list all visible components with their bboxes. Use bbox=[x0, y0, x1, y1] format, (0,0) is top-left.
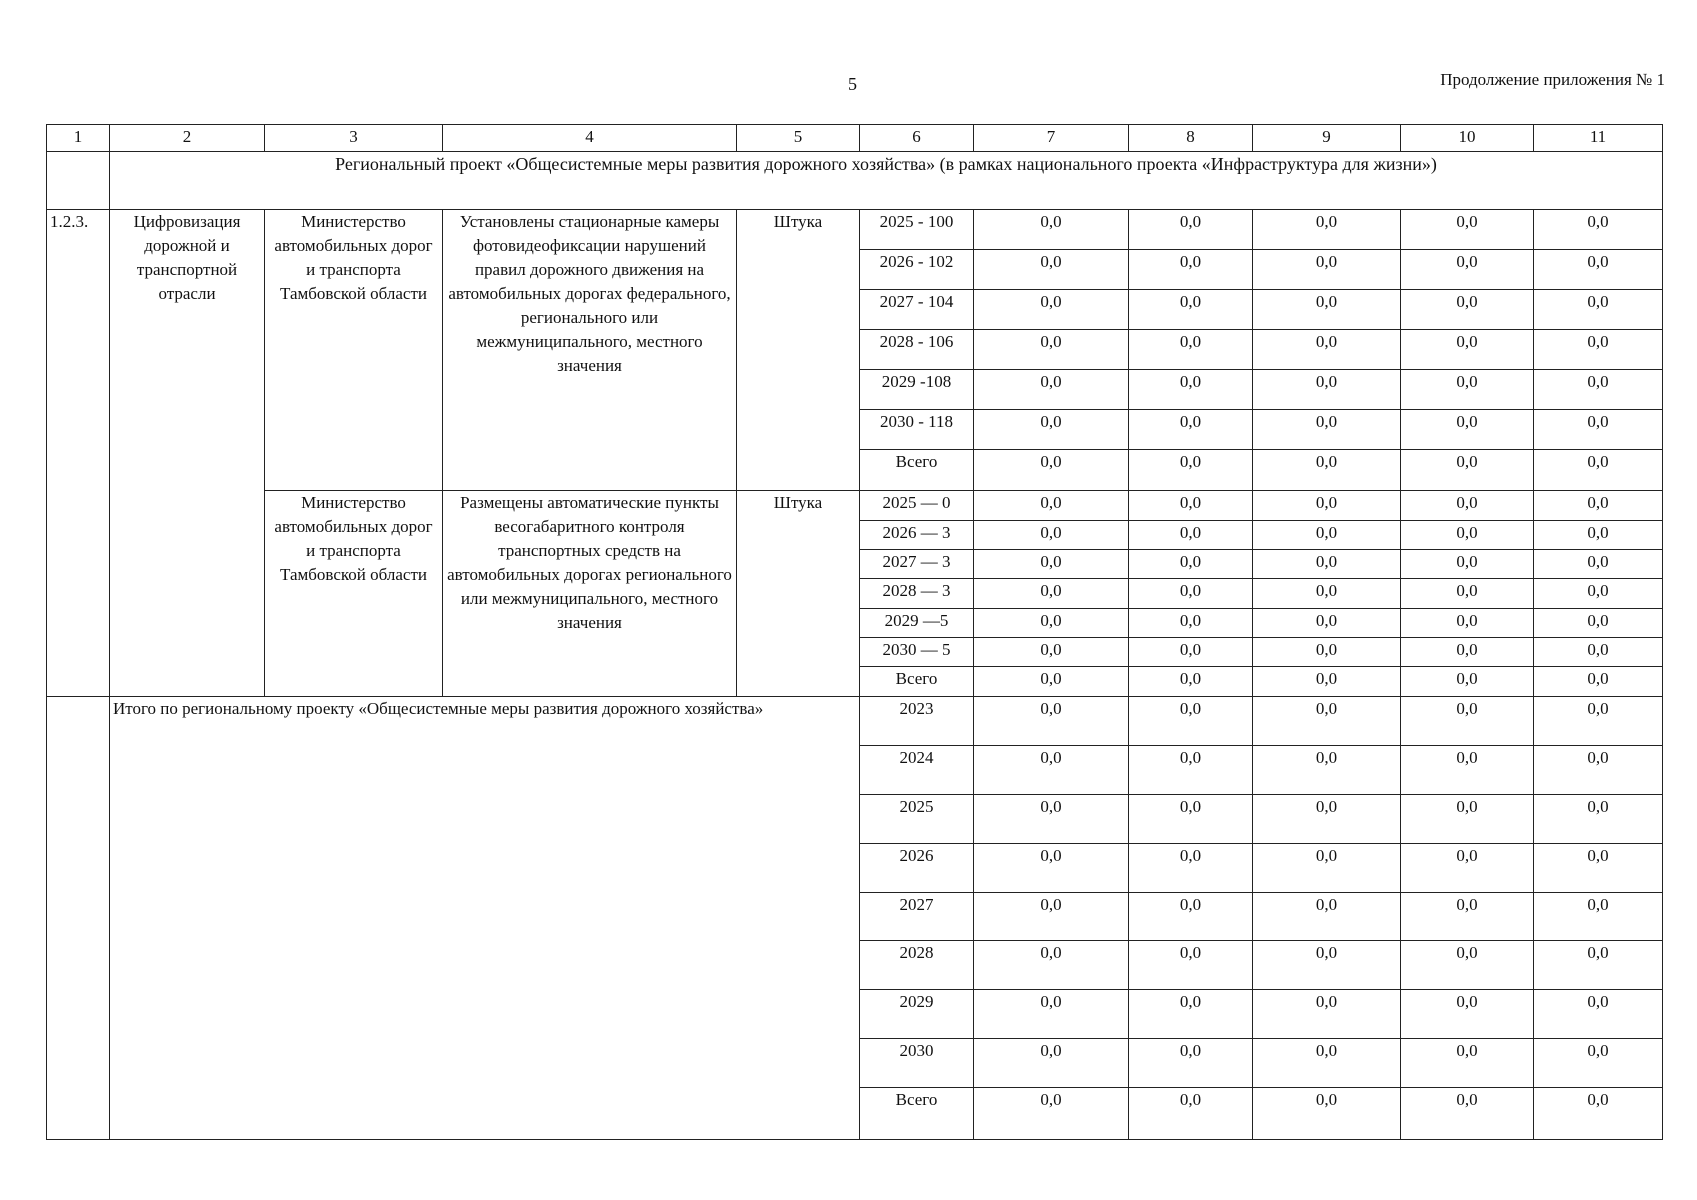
total-label: Итого по региональному проекту «Общесистемные меры развития дорожного хозяйства» bbox=[110, 697, 860, 1140]
year-value: 2025 - 100 bbox=[860, 209, 974, 249]
value-cell: 0,0 bbox=[1401, 249, 1534, 289]
value-cell: 0,0 bbox=[1253, 608, 1401, 637]
value-cell: 0,0 bbox=[974, 549, 1129, 578]
value-cell: 0,0 bbox=[1534, 1038, 1663, 1087]
year-value: Всего bbox=[860, 450, 974, 491]
value-cell: 0,0 bbox=[1253, 697, 1401, 746]
value-cell: 0,0 bbox=[1401, 491, 1534, 520]
value-cell: 0,0 bbox=[1401, 1087, 1534, 1139]
value-cell: 0,0 bbox=[974, 697, 1129, 746]
value-cell: 0,0 bbox=[1534, 637, 1663, 666]
value-cell: 0,0 bbox=[1129, 491, 1253, 520]
value-cell: 0,0 bbox=[1534, 209, 1663, 249]
value-cell: 0,0 bbox=[1401, 608, 1534, 637]
value-cell: 0,0 bbox=[1129, 549, 1253, 578]
value-cell: 0,0 bbox=[1534, 289, 1663, 329]
value-cell: 0,0 bbox=[974, 843, 1129, 892]
value-cell: 0,0 bbox=[1534, 1087, 1663, 1139]
value-cell: 0,0 bbox=[1253, 1087, 1401, 1139]
value-cell: 0,0 bbox=[1534, 410, 1663, 450]
value-cell: 0,0 bbox=[1253, 329, 1401, 369]
value-cell: 0,0 bbox=[1129, 941, 1253, 990]
value-cell: 0,0 bbox=[974, 209, 1129, 249]
year-value: 2026 — 3 bbox=[860, 520, 974, 549]
value-cell: 0,0 bbox=[1129, 892, 1253, 941]
empty-cell bbox=[47, 152, 110, 209]
result-description: Установлены стационарные камеры фотовидеофиксации нарушений правил дорожного движения на автомобильных дорогах федерального, регионального или межмуниципального, местного значения bbox=[443, 209, 737, 491]
value-cell: 0,0 bbox=[974, 370, 1129, 410]
value-cell: 0,0 bbox=[1253, 209, 1401, 249]
value-cell: 0,0 bbox=[1534, 329, 1663, 369]
value-cell: 0,0 bbox=[974, 579, 1129, 608]
value-cell: 0,0 bbox=[974, 608, 1129, 637]
value-cell: 0,0 bbox=[974, 746, 1129, 795]
value-cell: 0,0 bbox=[1401, 990, 1534, 1039]
value-cell: 0,0 bbox=[1534, 249, 1663, 289]
value-cell: 0,0 bbox=[974, 941, 1129, 990]
year-value: 2030 bbox=[860, 1038, 974, 1087]
column-header: 2 bbox=[110, 125, 265, 152]
column-header: 7 bbox=[974, 125, 1129, 152]
value-cell: 0,0 bbox=[1401, 370, 1534, 410]
project-title-row bbox=[47, 152, 1663, 209]
value-cell: 0,0 bbox=[974, 990, 1129, 1039]
value-cell: 0,0 bbox=[1253, 289, 1401, 329]
value-cell: 0,0 bbox=[1401, 329, 1534, 369]
year-value: 2030 - 118 bbox=[860, 410, 974, 450]
value-cell: 0,0 bbox=[974, 667, 1129, 697]
value-cell: 0,0 bbox=[1401, 637, 1534, 666]
value-cell: 0,0 bbox=[1401, 520, 1534, 549]
value-cell: 0,0 bbox=[1253, 892, 1401, 941]
value-cell: 0,0 bbox=[1401, 579, 1534, 608]
value-cell: 0,0 bbox=[1129, 1038, 1253, 1087]
unit: Штука bbox=[737, 209, 860, 491]
value-cell: 0,0 bbox=[1401, 450, 1534, 491]
executor: Министерство автомобильных дорог и транспорта Тамбовской области bbox=[265, 209, 443, 491]
value-cell: 0,0 bbox=[1534, 667, 1663, 697]
value-cell: 0,0 bbox=[1534, 370, 1663, 410]
measure-name: Цифровизация дорожной и транспортной отрасли bbox=[110, 209, 265, 697]
value-cell: 0,0 bbox=[1534, 697, 1663, 746]
year-value: 2028 bbox=[860, 941, 974, 990]
unit: Штука bbox=[737, 491, 860, 697]
value-cell: 0,0 bbox=[1401, 667, 1534, 697]
value-cell: 0,0 bbox=[1534, 520, 1663, 549]
value-cell: 0,0 bbox=[1401, 549, 1534, 578]
value-cell: 0,0 bbox=[1253, 1038, 1401, 1087]
value-cell: 0,0 bbox=[1253, 746, 1401, 795]
value-cell: 0,0 bbox=[1129, 520, 1253, 549]
value-cell: 0,0 bbox=[974, 794, 1129, 843]
value-cell: 0,0 bbox=[974, 892, 1129, 941]
value-cell: 0,0 bbox=[1534, 549, 1663, 578]
value-cell: 0,0 bbox=[974, 637, 1129, 666]
value-cell: 0,0 bbox=[1253, 549, 1401, 578]
value-cell: 0,0 bbox=[974, 1038, 1129, 1087]
year-value: 2029 bbox=[860, 990, 974, 1039]
value-cell: 0,0 bbox=[1253, 637, 1401, 666]
value-cell: 0,0 bbox=[974, 520, 1129, 549]
column-header: 11 bbox=[1534, 125, 1663, 152]
column-header: 10 bbox=[1401, 125, 1534, 152]
value-cell: 0,0 bbox=[974, 450, 1129, 491]
year-value: 2029 -108 bbox=[860, 370, 974, 410]
year-value: 2026 bbox=[860, 843, 974, 892]
year-value: 2027 bbox=[860, 892, 974, 941]
value-cell: 0,0 bbox=[1129, 990, 1253, 1039]
year-value: 2029 —5 bbox=[860, 608, 974, 637]
value-cell: 0,0 bbox=[1129, 1087, 1253, 1139]
value-cell: 0,0 bbox=[1253, 667, 1401, 697]
value-cell: 0,0 bbox=[1253, 249, 1401, 289]
value-cell: 0,0 bbox=[1534, 450, 1663, 491]
project-title: Региональный проект «Общесистемные меры развития дорожного хозяйства» (в рамках национального проекта «Инфраструктура для жизни») bbox=[110, 152, 1663, 209]
value-cell: 0,0 bbox=[1401, 209, 1534, 249]
value-cell: 0,0 bbox=[1129, 843, 1253, 892]
page-number: 5 bbox=[848, 74, 857, 94]
year-value: 2027 - 104 bbox=[860, 289, 974, 329]
column-header: 6 bbox=[860, 125, 974, 152]
year-value: 2028 — 3 bbox=[860, 579, 974, 608]
value-cell: 0,0 bbox=[1401, 892, 1534, 941]
value-cell: 0,0 bbox=[1129, 579, 1253, 608]
value-cell: 0,0 bbox=[1129, 746, 1253, 795]
value-cell: 0,0 bbox=[1534, 794, 1663, 843]
year-value: 2025 bbox=[860, 794, 974, 843]
value-cell: 0,0 bbox=[1534, 941, 1663, 990]
value-cell: 0,0 bbox=[1129, 329, 1253, 369]
value-cell: 0,0 bbox=[1253, 491, 1401, 520]
value-cell: 0,0 bbox=[1401, 697, 1534, 746]
appendix-table bbox=[46, 124, 1663, 1140]
continuation-label: Продолжение приложения № 1 bbox=[1440, 70, 1665, 89]
total-row bbox=[47, 697, 1663, 746]
executor: Министерство автомобильных дорог и транспорта Тамбовской области bbox=[265, 491, 443, 697]
year-value: 2028 - 106 bbox=[860, 329, 974, 369]
value-cell: 0,0 bbox=[1129, 209, 1253, 249]
value-cell: 0,0 bbox=[1129, 289, 1253, 329]
value-cell: 0,0 bbox=[974, 329, 1129, 369]
value-cell: 0,0 bbox=[1401, 746, 1534, 795]
item-number: 1.2.3. bbox=[47, 209, 110, 697]
value-cell: 0,0 bbox=[1129, 450, 1253, 491]
column-header: 3 bbox=[265, 125, 443, 152]
value-cell: 0,0 bbox=[1253, 579, 1401, 608]
value-cell: 0,0 bbox=[1401, 410, 1534, 450]
table-row bbox=[47, 209, 1663, 249]
column-header: 5 bbox=[737, 125, 860, 152]
result-description: Размещены автоматические пункты весогабаритного контроля транспортных средств на автомобильных дорогах регионального или межмуниципального, местного значения bbox=[443, 491, 737, 697]
value-cell: 0,0 bbox=[974, 289, 1129, 329]
value-cell: 0,0 bbox=[1253, 941, 1401, 990]
value-cell: 0,0 bbox=[1401, 289, 1534, 329]
value-cell: 0,0 bbox=[1534, 892, 1663, 941]
value-cell: 0,0 bbox=[1401, 1038, 1534, 1087]
year-value: Всего bbox=[860, 1087, 974, 1139]
value-cell: 0,0 bbox=[1129, 697, 1253, 746]
value-cell: 0,0 bbox=[974, 491, 1129, 520]
value-cell: 0,0 bbox=[1129, 249, 1253, 289]
value-cell: 0,0 bbox=[974, 1087, 1129, 1139]
value-cell: 0,0 bbox=[1401, 941, 1534, 990]
value-cell: 0,0 bbox=[1129, 794, 1253, 843]
year-value: 2026 - 102 bbox=[860, 249, 974, 289]
value-cell: 0,0 bbox=[1129, 608, 1253, 637]
value-cell: 0,0 bbox=[1534, 579, 1663, 608]
value-cell: 0,0 bbox=[1253, 843, 1401, 892]
value-cell: 0,0 bbox=[1129, 667, 1253, 697]
column-header: 8 bbox=[1129, 125, 1253, 152]
value-cell: 0,0 bbox=[1401, 843, 1534, 892]
value-cell: 0,0 bbox=[1534, 843, 1663, 892]
year-value: Всего bbox=[860, 667, 974, 697]
value-cell: 0,0 bbox=[974, 410, 1129, 450]
year-value: 2024 bbox=[860, 746, 974, 795]
value-cell: 0,0 bbox=[1253, 370, 1401, 410]
value-cell: 0,0 bbox=[1253, 990, 1401, 1039]
value-cell: 0,0 bbox=[1534, 990, 1663, 1039]
value-cell: 0,0 bbox=[1129, 637, 1253, 666]
value-cell: 0,0 bbox=[1129, 370, 1253, 410]
value-cell: 0,0 bbox=[1534, 608, 1663, 637]
year-value: 2030 — 5 bbox=[860, 637, 974, 666]
column-header: 4 bbox=[443, 125, 737, 152]
value-cell: 0,0 bbox=[1534, 746, 1663, 795]
value-cell: 0,0 bbox=[1534, 491, 1663, 520]
value-cell: 0,0 bbox=[1253, 794, 1401, 843]
value-cell: 0,0 bbox=[1253, 450, 1401, 491]
year-value: 2023 bbox=[860, 697, 974, 746]
value-cell: 0,0 bbox=[1401, 794, 1534, 843]
year-value: 2025 — 0 bbox=[860, 491, 974, 520]
empty-cell bbox=[47, 697, 110, 1140]
year-value: 2027 — 3 bbox=[860, 549, 974, 578]
value-cell: 0,0 bbox=[1253, 520, 1401, 549]
column-header: 1 bbox=[47, 125, 110, 152]
column-number-row bbox=[47, 125, 1663, 152]
value-cell: 0,0 bbox=[1253, 410, 1401, 450]
value-cell: 0,0 bbox=[1129, 410, 1253, 450]
table-row bbox=[47, 491, 1663, 520]
column-header: 9 bbox=[1253, 125, 1401, 152]
value-cell: 0,0 bbox=[974, 249, 1129, 289]
